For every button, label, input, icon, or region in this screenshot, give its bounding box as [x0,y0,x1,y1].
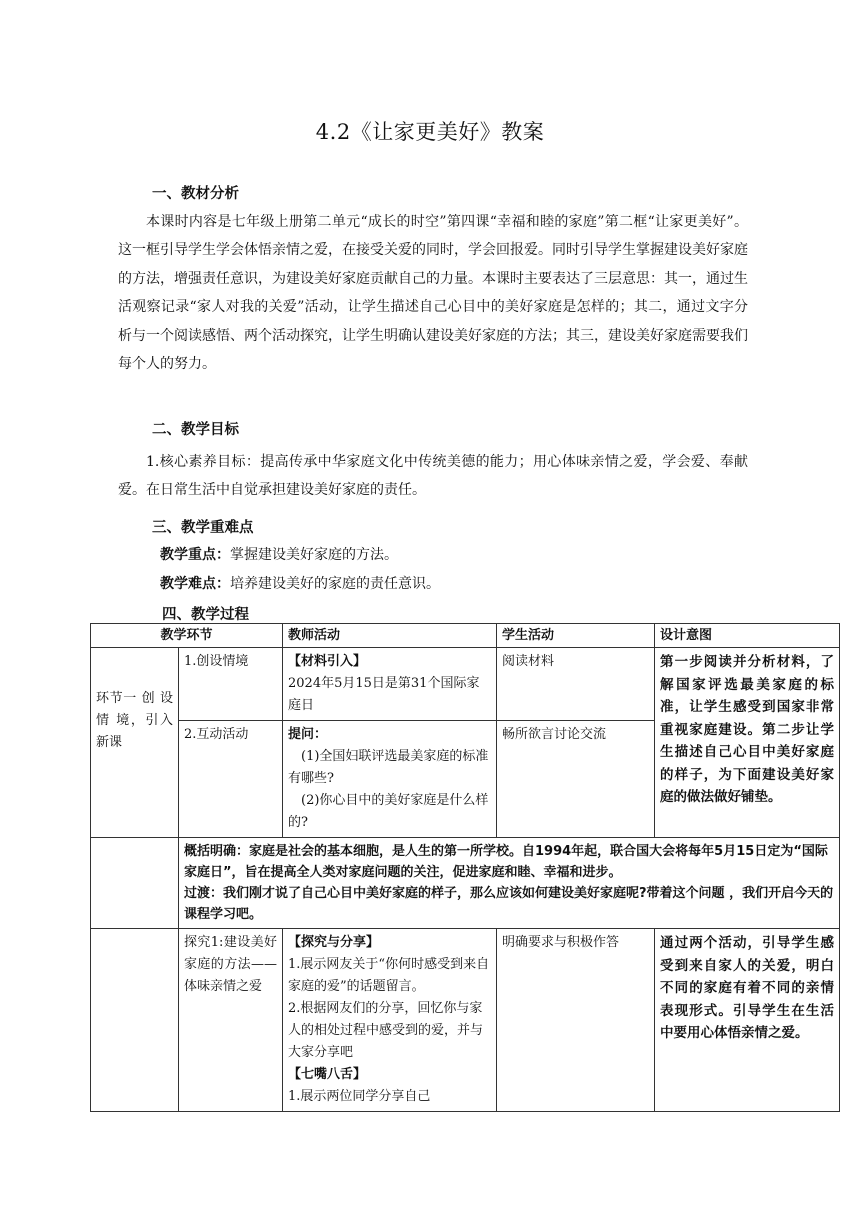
empty-cell [91,838,179,929]
design-intent-1: 第一步阅读并分析材料，了解国家评选最美家庭的标准，让学生感受到国家非常重视家庭建设。第二步让学生描述自己心目中美好家庭的样子，为下面建设美好家庭的做法做好铺垫。 [655,648,840,838]
step-1-label: 1.创设情境 [179,648,283,721]
question-title: 提问： [288,727,328,742]
key-point-line [160,544,398,564]
material-intro-text: 2024年5月15日是第31个国际家庭日 [288,676,480,713]
summary-cell [179,838,840,929]
objective-text: 1.核心素养目标：提高传承中华家庭文化中传统美德的能力；用心体味亲情之爱，学会爱、奉献爱。在日常生活中自觉承担建设美好家庭的责任。 [118,454,748,499]
teacher-activity-2 [283,721,497,838]
document-title: 4.2《让家更美好》教案 [315,120,545,144]
difficult-point-line [160,573,440,593]
explore-item-1: 1.展示网友关于“你何时感受到来自家庭的爱”的话题留言。 [288,957,490,994]
table-row [91,929,840,1112]
section-2-paragraph [118,448,748,505]
section-1-paragraph [118,208,748,378]
discussion-item-1: 1.展示两位同学分享自己 [288,1089,431,1104]
table-row [91,838,840,929]
student-activity-2: 畅所欲言讨论交流 [497,721,655,838]
design-intent-2: 通过两个活动，引导学生感受到来自家人的关爱，明白不同的家庭有着不同的亲情表现形式。引导学生在生活中要用心体悟亲情之爱。 [655,929,840,1112]
explore-1-step: 探究1:建设美好家庭的方法——体味亲情之爱 [179,929,283,1112]
student-activity-1: 阅读材料 [497,648,655,721]
teaching-process-table [90,623,840,1112]
stage-1-name: 环节一 创 设 情 境，引入新课 [91,648,179,838]
key-point-label: 教学重点： [160,547,230,563]
header-intent: 设计意图 [655,624,840,648]
table-header-row [91,624,840,648]
section-heading-1: 一、教材分析 [152,186,239,202]
header-stage: 教学环节 [91,624,283,648]
analysis-text: 本课时内容是七年级上册第二单元“成长的时空”第四课“幸福和睦的家庭”第二框“让家更美好”。这一框引导学生学会体悟亲情之爱，在接受关爱的同时，学会回报爱。同时引导学生掌握建设美好家庭的方法，增强责任意识，为建设美好家庭贡献自己的力量。本课时主要表达了三层意思：其一，通过生活观察记录“家人对我的关爱”活动，让学生描述自己心目中的美好家庭是怎样的；其二，通过文字分析与一个阅读感悟、两个活动探究，让学生明确认建设美好家庭的方法；其三，建设美好家庭需要我们每个人的努力。 [118,214,748,373]
material-intro-title: 【材料引入】 [288,654,367,669]
teacher-activity-3 [283,929,497,1112]
explore-item-2: 2.根据网友们的分享，回忆你与家人的相处过程中感受到的爱，并与大家分享吧 [288,1001,484,1060]
transition-text: 过渡：我们刚才说了自己心目中美好家庭的样子，那么应该如何建设美好家庭呢?带着这个问题 ，我们开启今天的课程学习吧。 [184,886,834,922]
table-row [91,648,840,721]
section-heading-4: 四、教学过程 [162,607,249,623]
difficult-point-label: 教学难点： [160,576,230,592]
question-2: (2)你心目中的美好家庭是什么样的? [288,793,489,830]
step-2-label: 2.互动活动 [179,721,283,838]
difficult-point-text: 培养建设美好的家庭的责任意识。 [230,576,440,592]
summary-text: 概括明确：家庭是社会的基本细胞，是人生的第一所学校。自1994年起，联合国大会将每年5月15日定为“国际家庭日”，旨在提高全人类对家庭问题的关注，促进家庭和睦、幸福和进步。 [184,844,828,880]
empty-stage-cell [91,929,179,1112]
header-teacher: 教师活动 [283,624,497,648]
key-point-text: 掌握建设美好家庭的方法。 [230,547,398,563]
explore-share-title: 【探究与分享】 [288,935,380,950]
teacher-activity-1 [283,648,497,721]
discussion-title: 【七嘴八舌】 [288,1067,367,1082]
question-1: (1)全国妇联评选最美家庭的标准有哪些? [288,749,489,786]
section-heading-2: 二、教学目标 [152,422,239,438]
section-heading-3: 三、教学重难点 [152,520,254,536]
student-activity-3: 明确要求与积极作答 [497,929,655,1112]
header-student: 学生活动 [497,624,655,648]
